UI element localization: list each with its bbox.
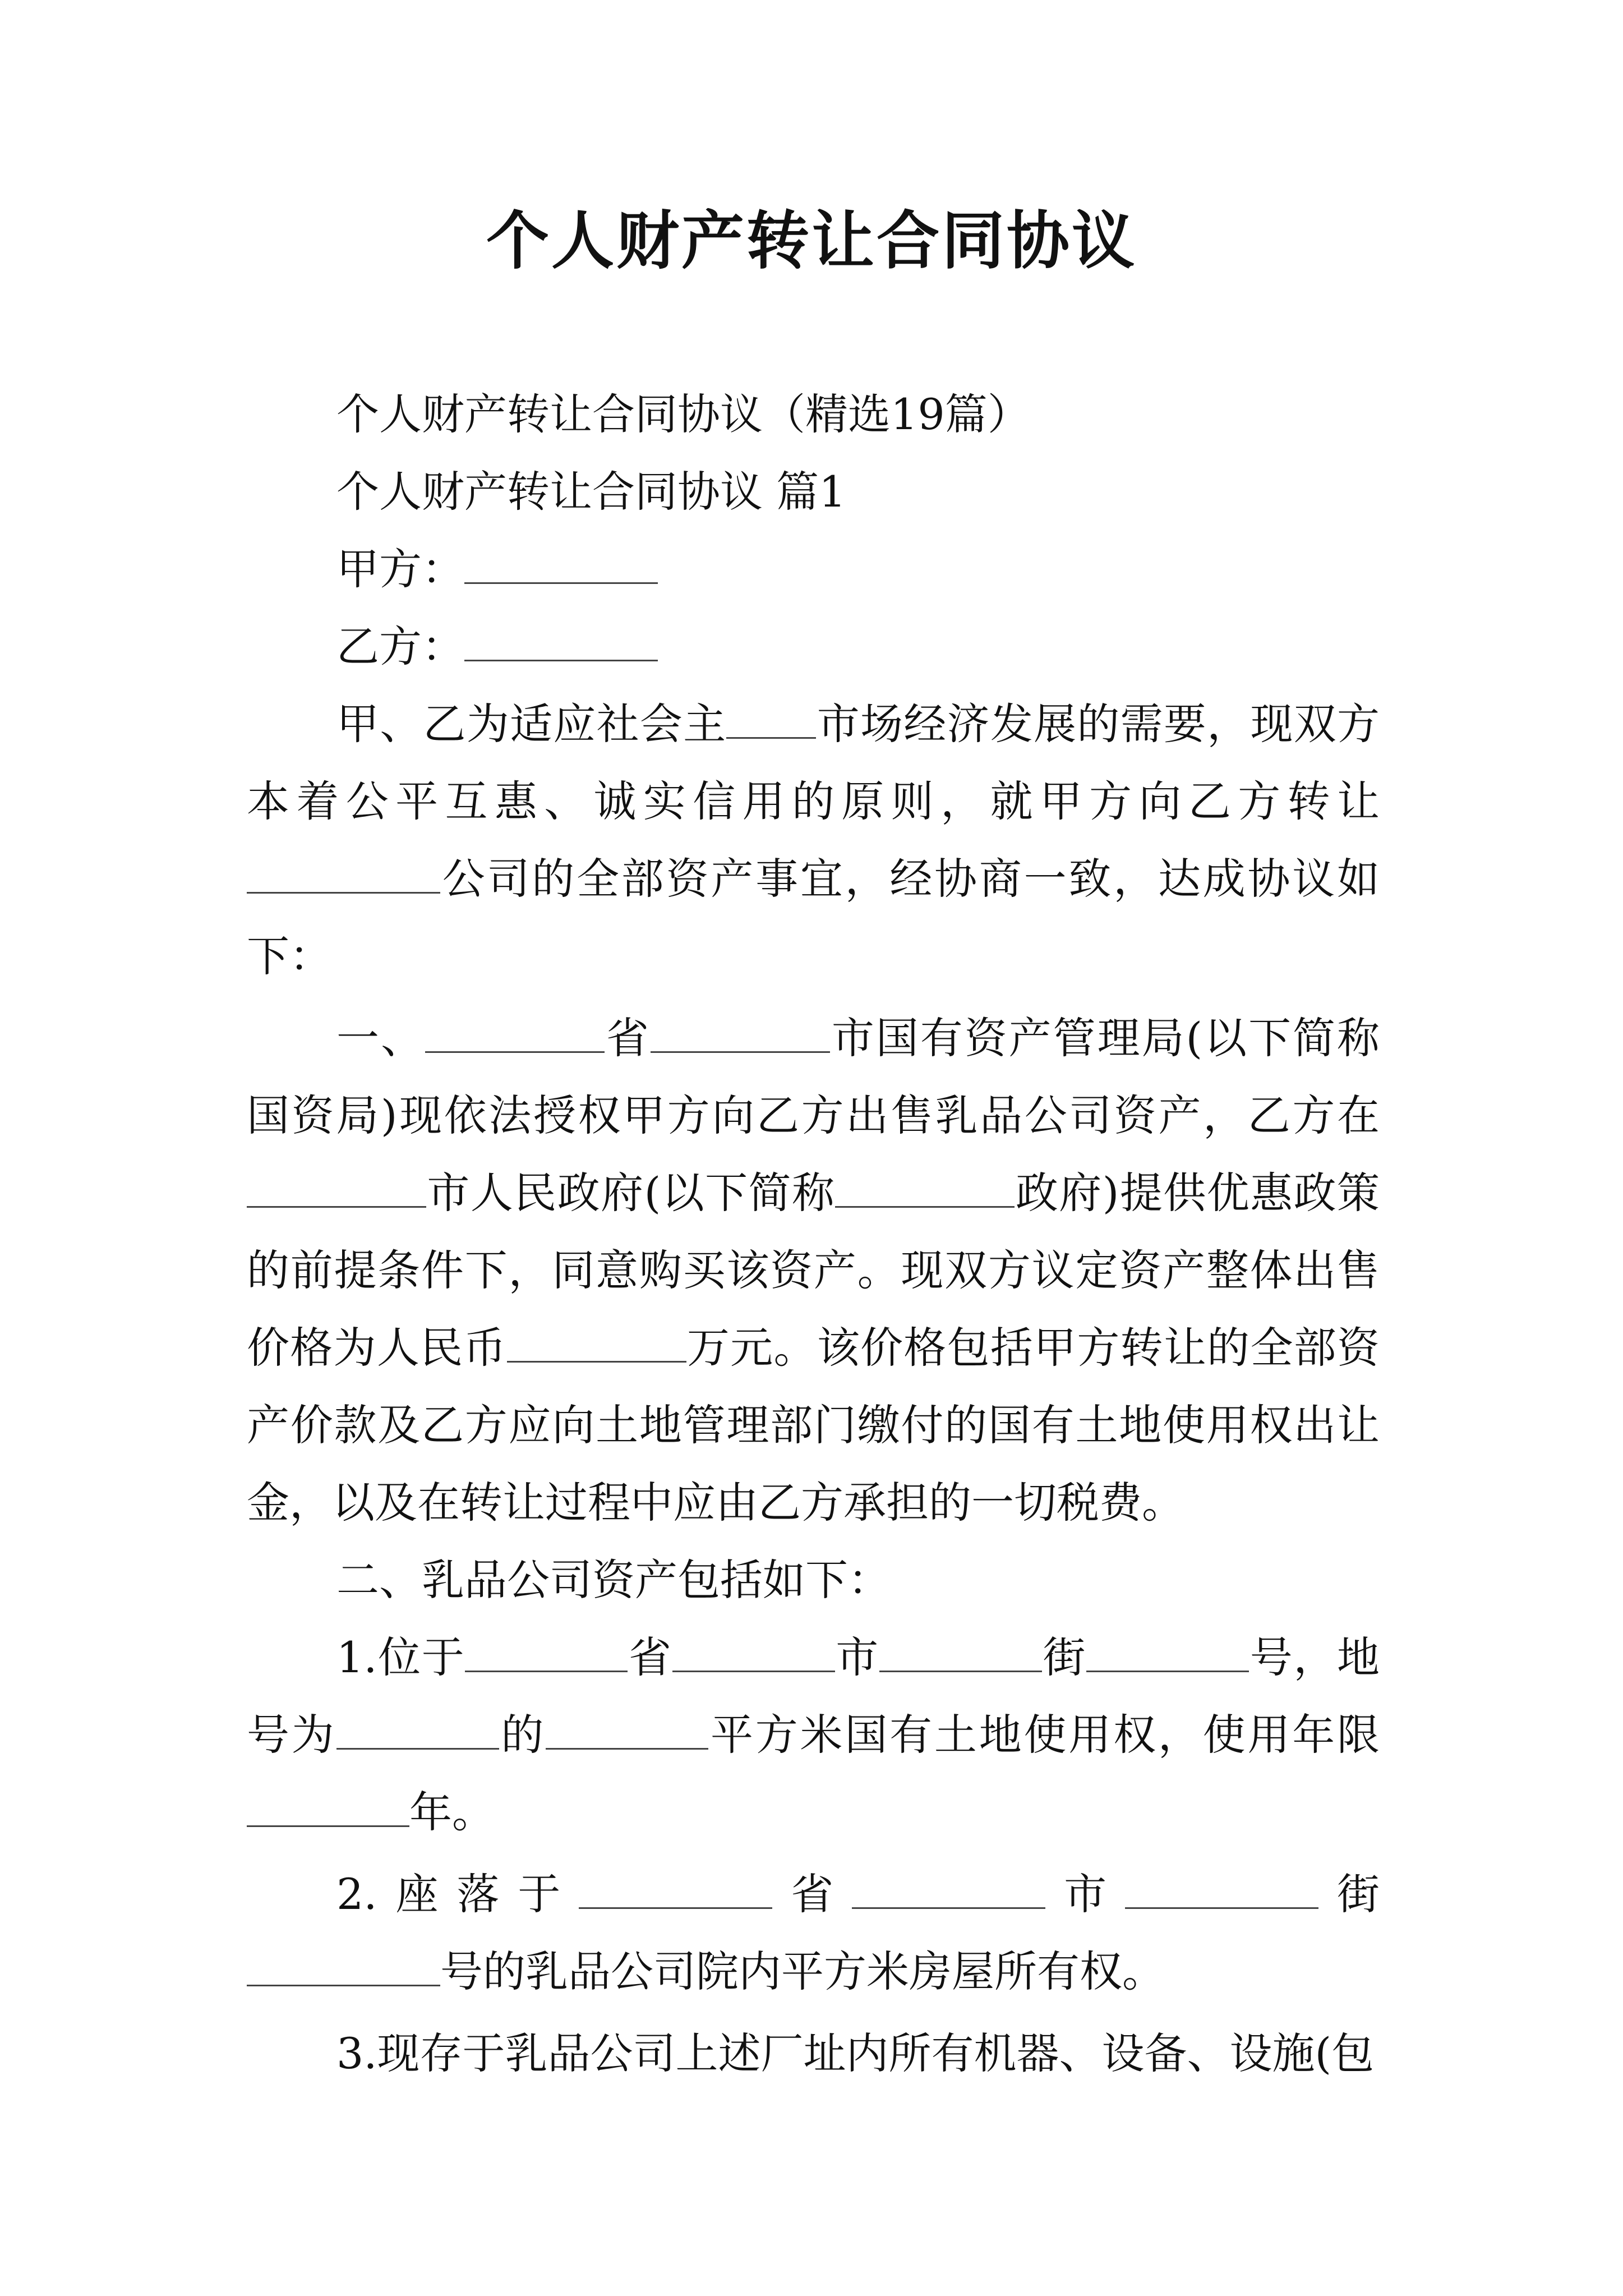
clause1-text-1: 一、 [336, 1013, 425, 1063]
clause1-text-2: 省 [604, 1013, 651, 1063]
blank [507, 1328, 686, 1363]
blank [336, 1715, 499, 1750]
item1-text-5: 号，地号为 [247, 1632, 1380, 1760]
intro-text-3: 公司的全部资产事宜，经协商一致，达成协议如下： [247, 854, 1380, 981]
item1-text-8: 年。 [409, 1787, 495, 1837]
blank [579, 1875, 772, 1909]
blank [546, 1715, 708, 1750]
clause1-text-5: 政府)提供优惠政策的前提条件下，同意购买该资产。现双方议定资产整体出售价格为人民币 [247, 1168, 1380, 1373]
intro-text-2: 市场经济发展的需要，现双方本着公平互惠、诚实信用的原则，就甲方向乙方转让 [247, 699, 1380, 826]
party-b-blank [464, 627, 658, 661]
blank [672, 1638, 835, 1672]
item-1 [247, 1619, 1380, 1851]
item1-text-3: 市 [834, 1632, 879, 1682]
blank [852, 1875, 1045, 1909]
blank [465, 1638, 628, 1672]
document-body [247, 376, 1380, 2092]
item2-text-3: 市 [1045, 1869, 1126, 1919]
blank [425, 1019, 605, 1053]
item2-text-1: 2.座落于 [336, 1869, 579, 1919]
party-b-line [247, 608, 1380, 685]
clause1-text-3: 市国有资产管理局(以下简称国资局)现依法授权甲方向乙方出售乳品公司资产，乙方在 [247, 1013, 1380, 1140]
clause1-text-4: 市人民政府(以下简称 [426, 1168, 836, 1218]
item2-text-4: 街 [1318, 1869, 1380, 1919]
blank [1086, 1638, 1249, 1672]
item1-text-7: 平方米国有土地使用权，使用年限 [708, 1710, 1380, 1760]
intro-paragraph [247, 685, 1380, 995]
item-3: 3.现存于乳品公司上述厂址内所有机器、设备、设施(包 [336, 2028, 1375, 2078]
item1-text-4: 街 [1041, 1632, 1087, 1682]
item2-text-5: 号的乳品公司院内平方米房屋所有权。 [440, 1947, 1165, 1996]
blank [247, 1174, 426, 1208]
clause-1 [247, 1000, 1380, 1542]
blank [835, 1174, 1015, 1208]
party-a-line [247, 531, 1380, 608]
item1-text-6: 的 [499, 1710, 546, 1760]
blank [247, 1952, 440, 1986]
document-title: 个人财产转让合同协议 [486, 204, 1137, 278]
blank [1125, 1875, 1318, 1909]
clause1-text-6: 万元。该价格包括甲方转让的全部资产价款及乙方应向土地管理部门缴付的国有土地使用权出让金，以及在转让过程中应由乙方承担的一切税费。 [247, 1323, 1380, 1527]
party-a-blank [464, 550, 658, 584]
party-a-label: 甲方： [336, 544, 464, 594]
clause-2: 二、乳品公司资产包括如下： [336, 1555, 891, 1605]
blank [247, 859, 440, 894]
intro-text-1: 甲、乙为适应社会主 [336, 699, 727, 749]
blank [247, 1793, 409, 1827]
section-heading: 个人财产转让合同协议 篇1 [336, 467, 846, 517]
blank [651, 1019, 830, 1053]
document-subtitle: 个人财产转让合同协议（精选19篇） [336, 389, 1030, 439]
item1-text-2: 省 [628, 1632, 672, 1682]
item-2 [247, 1856, 1380, 2010]
item2-text-2: 省 [772, 1869, 852, 1919]
party-b-label: 乙方： [336, 622, 464, 671]
blank [726, 705, 816, 739]
blank [879, 1638, 1042, 1672]
item1-text-1: 1.位于 [336, 1632, 465, 1682]
